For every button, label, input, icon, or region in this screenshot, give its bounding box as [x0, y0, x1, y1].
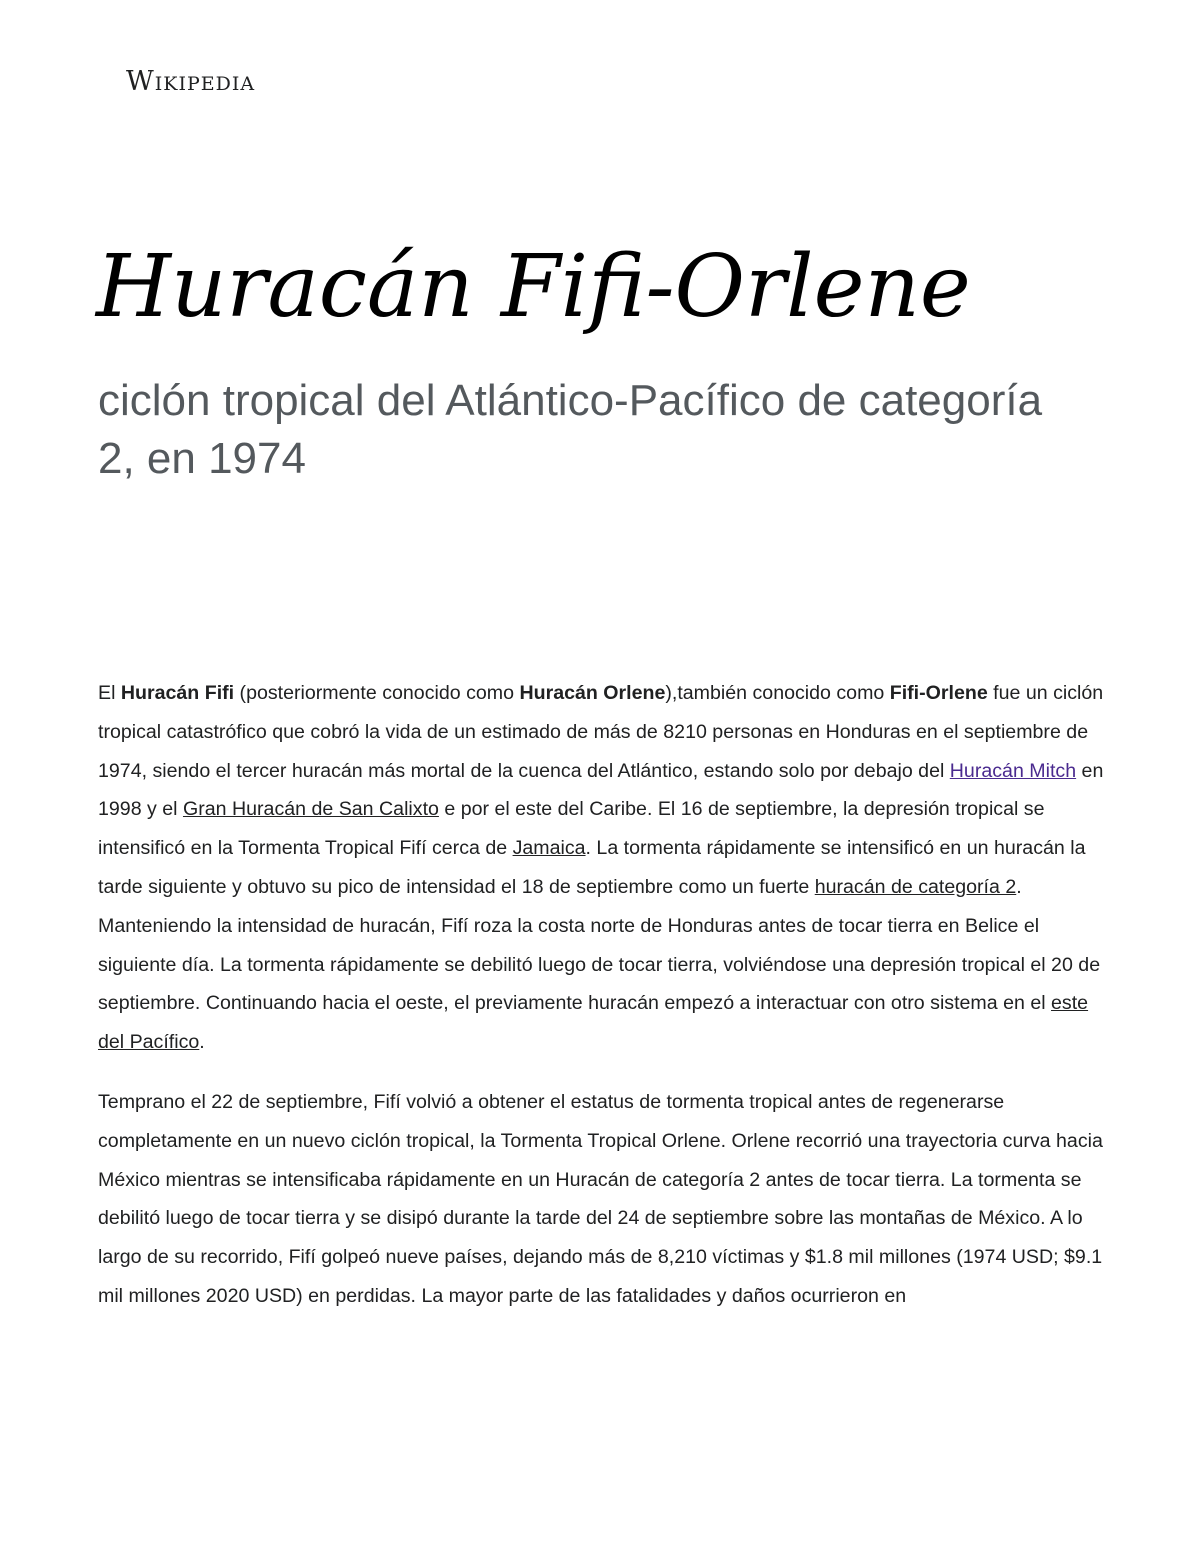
text-run: en 1998 y el	[98, 759, 1104, 821]
link-jamaica[interactable]: Jamaica	[512, 837, 586, 860]
page-subtitle: ciclón tropical del Atlántico-Pacífico de categoría 2, en 1974	[98, 376, 1043, 483]
text-run: fue un ciclón tropical catastrófico que cobró la vida de un estimado de más de 8210 personas en Honduras en el septiembre de 1974, siendo el tercer huracán más mortal de la cuenca del Atlántico, estando solo por debajo del	[98, 682, 1104, 782]
wikipedia-logo[interactable]: Wikipedia	[126, 66, 256, 97]
link-este-del-pacifico[interactable]: este del Pacífico	[98, 992, 1089, 1054]
page-title: Huracán Fifi-Orlene	[96, 237, 971, 337]
text-run: (posteriormente conocido como	[234, 682, 520, 704]
text-run: ),también conocido como	[665, 682, 890, 704]
paragraph-1	[98, 674, 1108, 1062]
link-huracan-categoria-2[interactable]: huracán de categoría 2	[814, 875, 1017, 898]
link-gran-huracan-san-calixto[interactable]: Gran Huracán de San Calixto	[182, 798, 439, 821]
text-run: . La tormenta rápidamente se intensificó en un huracán la tarde siguiente y obtuvo su pico de intensidad el 18 de septiembre como un fuerte	[98, 837, 1086, 898]
text-run: .	[199, 1031, 205, 1054]
bold-term: Fifi-Orlene	[889, 682, 988, 704]
bold-term: Huracán Fifi	[120, 682, 235, 704]
text-run: e por el este del Caribe. El 16 de septiembre, la depresión tropical se intensificó en la Tormenta Tropical Fifí cerca de	[98, 798, 1045, 860]
text-run: . Manteniendo la intensidad de huracán, Fifí roza la costa norte de Honduras antes de tocar tierra en Belice el siguiente día. La tormenta rápidamente se debilitó luego de tocar tierra, volviéndose una depresión tropical el 20 de septiembre. Continuando hacia el oeste, el previamente huracán empezó a interactuar con otro sistema en el	[98, 875, 1101, 1015]
article-body	[98, 674, 1108, 1337]
text-run: El	[98, 682, 121, 704]
bold-term: Huracán Orlene	[519, 682, 666, 704]
paragraph-2: Temprano el 22 de septiembre, Fifí volvió a obtener el estatus de tormenta tropical antes de regenerarse completamente en un nuevo ciclón tropical, la Tormenta Tropical Orlene. Orlene recorrió una trayectoria curva hacia México mientras se intensificaba rápidamente en un Huracán de categoría 2 antes de tocar tierra. La tormenta se debilitó luego de tocar tierra y se disipó durante la tarde del 24 de septiembre sobre las montañas de México. A lo largo de su recorrido, Fifí golpeó nueve países, dejando más de 8,210 víctimas y $1.8 mil millones (1974 USD; $9.1 mil millones 2020 USD) en perdidas. La mayor parte de las fatalidades y daños ocurrieron en	[98, 1090, 1103, 1307]
link-huracan-mitch[interactable]: Huracán Mitch	[949, 759, 1077, 782]
